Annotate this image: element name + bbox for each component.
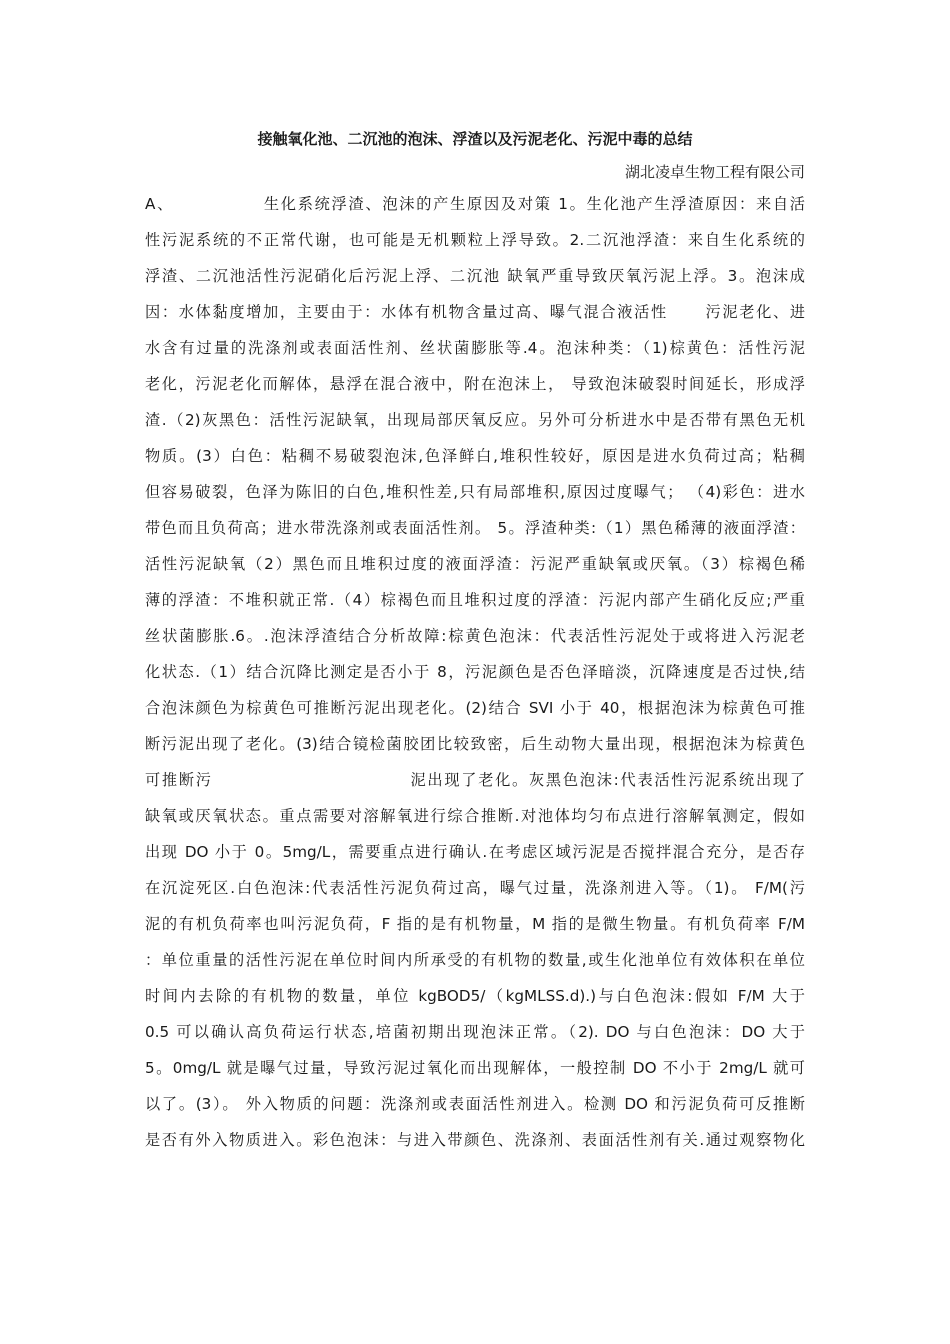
paragraph-line: 因：水体黏度增加，主要由于：水体有机物含量过高、曝气混合液活性 污泥老化、进 [145,303,806,321]
paragraph-line: 是否有外入物质进入。彩色泡沫：与进入带颜色、洗涤剂、表面活性剂有关.通过观察物化 [145,1131,805,1149]
paragraph-line: 合泡沫颜色为棕黄色可推断污泥出现老化。(2)结合 SVI 小于 40，根据泡沫为棕黄色可推 [145,699,805,717]
document-title: 接触氧化池、二沉池的泡沫、浮渣以及污泥老化、污泥中毒的总结 [257,130,693,148]
paragraph-line: 老化，污泥老化而解体，悬浮在混合液中，附在泡沫上， 导致泡沫破裂时间延长，形成浮 [145,375,805,393]
paragraph-line: 可推断污 泥出现了老化。灰黑色泡沫:代表活性污泥系统出现了 [145,771,806,789]
paragraph-line: 薄的浮渣：不堆积就正常.（4）棕褐色而且堆积过度的浮渣：污泥内部产生硝化反应;严重 [145,591,805,609]
paragraph-line: 物质。(3）白色：粘稠不易破裂泡沫,色泽鲜白,堆积性较好，原因是进水负荷过高；粘稠 [145,447,805,465]
paragraph-line: 断污泥出现了老化。(3)结合镜检菌胶团比较致密，后生动物大量出现，根据泡沫为棕黄色 [145,735,805,753]
document-body [145,192,805,1164]
paragraph-line: 0.5 可以确认高负荷运行状态,培菌初期出现泡沫正常。（2). DO 与白色泡沫：DO 大于 [145,1023,805,1041]
paragraph-line: 性污泥系统的不正常代谢，也可能是无机颗粒上浮导致。2.二沉池浮渣：来自生化系统的 [145,231,805,249]
organization-name: 湖北凌卓生物工程有限公司 [624,163,805,181]
paragraph-line: A、 生化系统浮渣、泡沫的产生原因及对策 1。生化池产生浮渣原因：来自活 [145,195,805,213]
paragraph-line: 活性污泥缺氧（2）黑色而且堆积过度的液面浮渣：污泥严重缺氧或厌氧。（3）棕褐色稀 [145,555,805,573]
paragraph-line: 水含有过量的洗涤剂或表面活性剂、丝状菌膨胀等.4。泡沫种类：（1)棕黄色：活性污泥 [145,339,805,357]
paragraph-line: 出现 DO 小于 0。5mg/L，需要重点进行确认.在考虑区域污泥是否搅拌混合充分，是否存 [145,843,805,861]
paragraph-line: 浮渣、二沉池活性污泥硝化后污泥上浮、二沉池 缺氧严重导致厌氧污泥上浮。3。泡沫成 [145,267,805,285]
paragraph-line: 时间内去除的有机物的数量，单位 kgBOD5/（kgMLSS.d).)与白色泡沫:假如 F/M 大于 [145,987,805,1005]
paragraph-line: 渣.（2)灰黑色：活性污泥缺氧，出现局部厌氧反应。另外可分析进水中是否带有黑色无机 [145,411,805,429]
paragraph-line: 化状态.（1）结合沉降比测定是否小于 8，污泥颜色是否色泽暗淡，沉降速度是否过快,结 [145,663,805,681]
paragraph-line: 但容易破裂，色泽为陈旧的白色,堆积性差,只有局部堆积,原因过度曝气； （4)彩色：进水 [145,483,805,501]
paragraph-line: 以了。(3）。 外入物质的问题：洗涤剂或表面活性剂进入。检测 DO 和污泥负荷可反推断 [145,1095,805,1113]
paragraph-line: 带色而且负荷高；进水带洗涤剂或表面活性剂。 5。浮渣种类:（1）黑色稀薄的液面浮渣： [145,519,805,537]
paragraph-line: 5。0mg/L 就是曝气过量，导致污泥过氧化而出现解体，一般控制 DO 不小于 2mg/L 就可 [145,1059,805,1077]
paragraph-line: 泥的有机负荷率也叫污泥负荷，F 指的是有机物量，M 指的是微生物量。有机负荷率 F/M [145,915,805,933]
paragraph-line: 在沉淀死区.白色泡沫:代表活性污泥负荷过高，曝气过量，洗涤剂进入等。（1)。 F/M(污 [145,879,805,897]
paragraph-line: ：单位重量的活性污泥在单位时间内所承受的有机物的数量,或生化池单位有效体积在单位 [145,951,805,969]
paragraph-line: 丝状菌膨胀.6。.泡沫浮渣结合分析故障:棕黄色泡沫：代表活性污泥处于或将进入污泥老 [145,627,805,645]
paragraph-line: 缺氧或厌氧状态。重点需要对溶解氧进行综合推断.对池体均匀布点进行溶解氧测定，假如 [145,807,805,825]
